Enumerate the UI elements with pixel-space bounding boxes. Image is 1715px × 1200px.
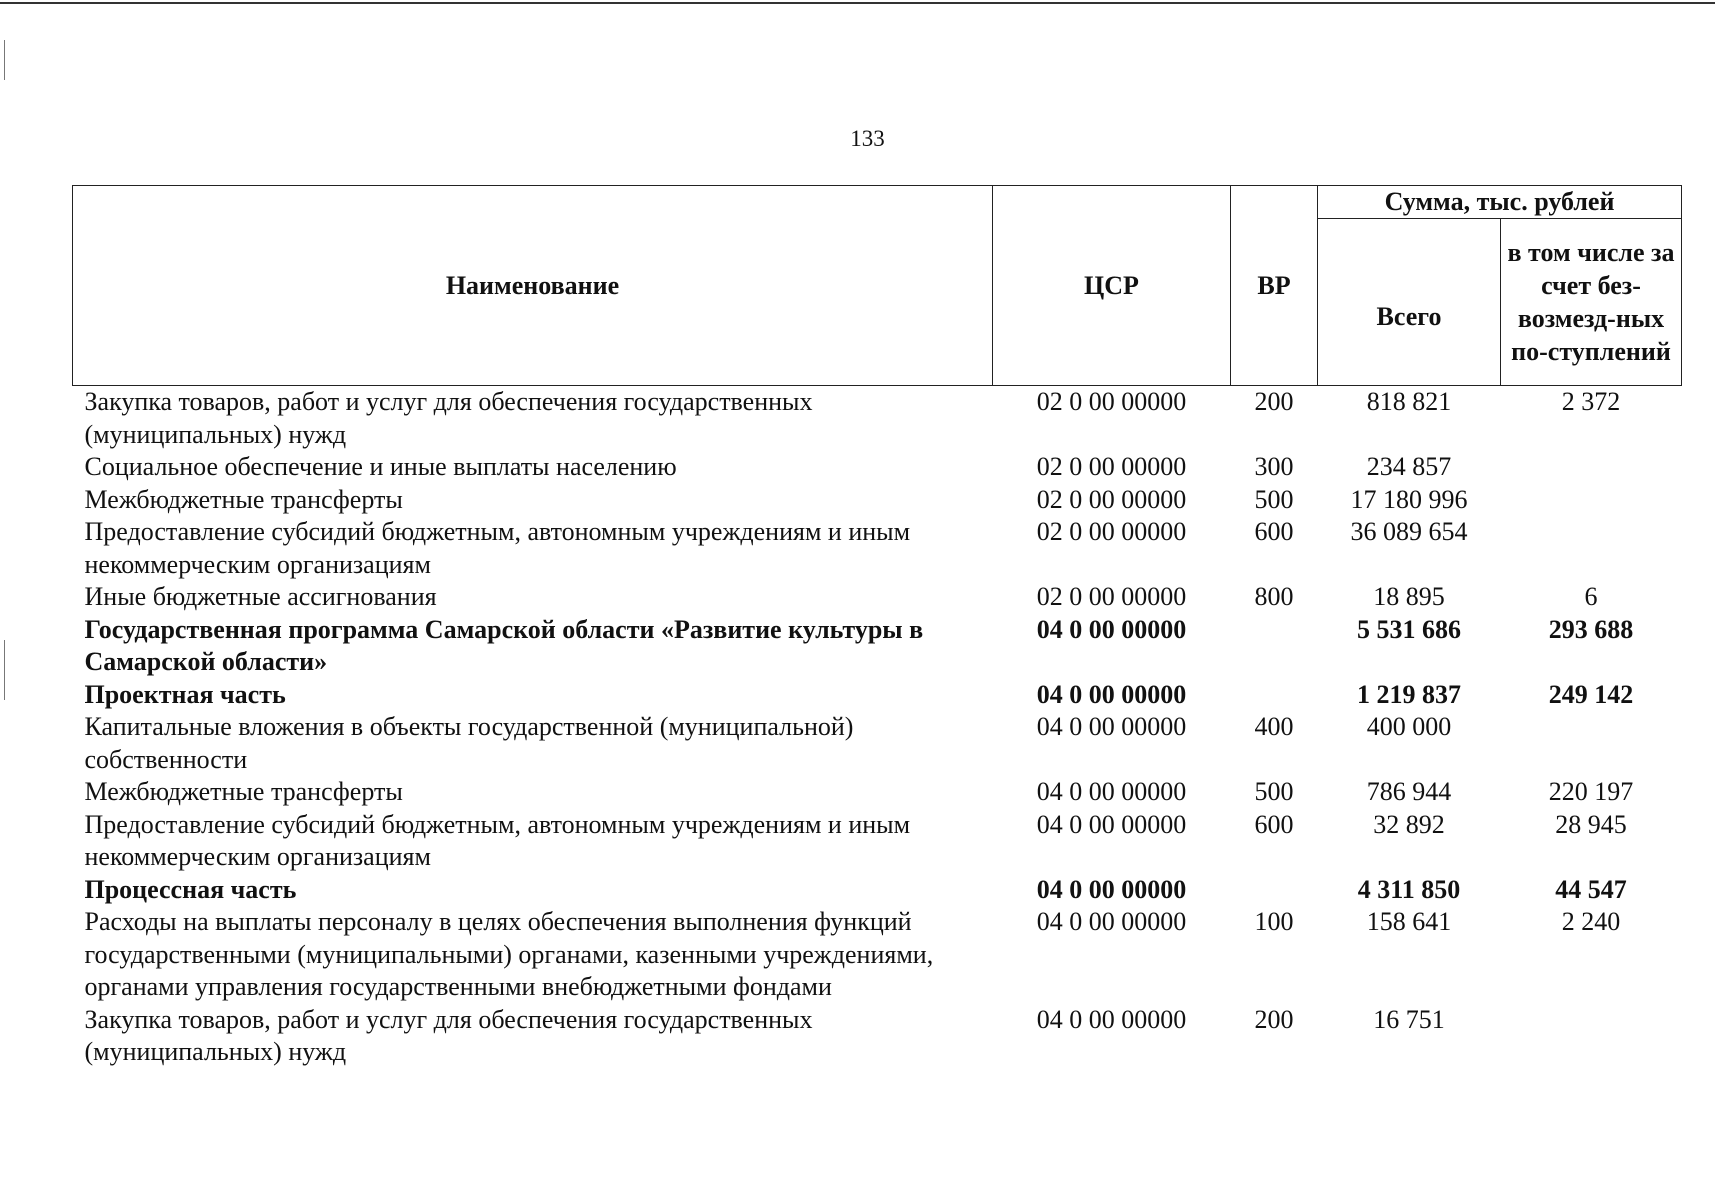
table-row	[73, 451, 1682, 484]
scan-edge-mark	[4, 40, 5, 80]
row-csr: 02 0 00 00000	[1036, 452, 1187, 481]
row-csr: 04 0 00 00000	[1036, 809, 1187, 839]
table-body	[73, 386, 1682, 1069]
table-row	[73, 516, 1682, 581]
row-grants: 2 240	[1561, 907, 1621, 936]
budget-table	[72, 185, 1682, 1069]
row-csr: 02 0 00 00000	[1036, 517, 1187, 546]
row-grants	[1501, 451, 1682, 484]
table-row	[73, 809, 1682, 874]
row-csr: 02 0 00 00000	[1036, 387, 1187, 416]
row-vr: 300	[1254, 452, 1294, 481]
row-name: Предоставление субсидий бюджетным, автономным учреждениям и иным некоммерческим организациям	[84, 517, 911, 579]
row-total: 818 821	[1366, 387, 1452, 416]
table-row	[73, 614, 1682, 679]
row-total: 4 311 850	[1357, 874, 1461, 904]
row-grants: 28 945	[1555, 809, 1627, 839]
table-row	[73, 906, 1682, 1004]
row-vr: 200	[1254, 387, 1294, 416]
table-row	[73, 581, 1682, 614]
row-grants	[1501, 516, 1682, 581]
row-total: 36 089 654	[1350, 517, 1468, 546]
row-csr: 04 0 00 00000	[1036, 874, 1187, 904]
table-row	[73, 386, 1682, 452]
table-row	[73, 776, 1682, 809]
row-vr	[1231, 679, 1318, 712]
row-total: 16 751	[1373, 1004, 1445, 1034]
table-row	[73, 679, 1682, 712]
row-csr: 02 0 00 00000	[1036, 582, 1187, 611]
table-row	[73, 484, 1682, 517]
row-total: 234 857	[1366, 452, 1452, 481]
header-sum-group: Сумма, тыс. рублей	[1318, 186, 1682, 219]
table-row	[73, 1004, 1682, 1069]
row-total: 17 180 996	[1350, 484, 1468, 514]
row-vr: 200	[1254, 1004, 1294, 1034]
header-total: Всего	[1318, 219, 1501, 386]
row-vr: 600	[1254, 809, 1294, 839]
row-vr: 400	[1254, 712, 1294, 741]
page-number: 133	[850, 126, 885, 151]
row-vr: 500	[1254, 777, 1294, 806]
row-name: Государственная программа Самарской области «Развитие культуры в Самарской области»	[84, 614, 924, 676]
row-total: 18 895	[1373, 582, 1445, 611]
row-csr: 04 0 00 00000	[1036, 777, 1187, 806]
table-row	[73, 874, 1682, 907]
row-vr	[1231, 874, 1318, 907]
header-grants: в том числе за счет без-возмезд-ных по-ступлений	[1501, 219, 1682, 386]
row-csr: 04 0 00 00000	[1036, 614, 1187, 644]
row-total: 32 892	[1373, 809, 1445, 839]
row-name: Проектная часть	[84, 679, 286, 709]
row-name: Закупка товаров, работ и услуг для обеспечения государственных (муниципальных) нужд	[84, 1004, 813, 1066]
row-total: 786 944	[1366, 777, 1452, 806]
row-total: 400 000	[1366, 712, 1452, 741]
row-csr: 04 0 00 00000	[1036, 712, 1187, 741]
row-vr: 100	[1254, 907, 1294, 936]
table-row	[73, 711, 1682, 776]
row-grants	[1501, 1004, 1682, 1069]
header-name: Наименование	[73, 186, 993, 386]
row-name: Процессная часть	[84, 874, 297, 904]
row-grants: 2 372	[1561, 387, 1621, 416]
row-csr: 04 0 00 00000	[1036, 679, 1187, 709]
row-grants: 249 142	[1548, 679, 1634, 709]
row-vr: 600	[1254, 517, 1294, 546]
row-grants: 6	[1584, 582, 1598, 611]
row-name: Социальное обеспечение и иные выплаты населению	[84, 452, 677, 481]
row-name: Капитальные вложения в объекты государственной (муниципальной) собственности	[84, 712, 854, 774]
row-grants	[1501, 711, 1682, 776]
row-csr: 04 0 00 00000	[1036, 1004, 1187, 1034]
top-scan-rule	[0, 2, 1715, 4]
row-csr: 02 0 00 00000	[1036, 484, 1187, 514]
table-header	[73, 186, 1682, 386]
row-total: 158 641	[1366, 907, 1452, 936]
row-name: Межбюджетные трансферты	[84, 777, 403, 806]
scan-edge-mark	[4, 640, 5, 700]
row-grants	[1501, 484, 1682, 517]
row-name: Закупка товаров, работ и услуг для обеспечения государственных (муниципальных) нужд	[84, 387, 813, 449]
row-name: Расходы на выплаты персоналу в целях обеспечения выполнения функций государственными (муниципальными) органами, казенными учреждениями, органами управления государственными внебюджетными фондами	[84, 907, 934, 1001]
row-csr: 04 0 00 00000	[1036, 907, 1187, 936]
row-grants: 293 688	[1548, 614, 1634, 644]
row-vr: 800	[1254, 582, 1294, 611]
header-csr: ЦСР	[993, 186, 1231, 386]
row-grants: 220 197	[1548, 777, 1634, 806]
row-total: 1 219 837	[1357, 679, 1461, 709]
row-grants: 44 547	[1555, 874, 1627, 904]
row-name: Межбюджетные трансферты	[84, 484, 403, 514]
header-vr: ВР	[1231, 186, 1318, 386]
row-vr	[1231, 614, 1318, 679]
row-total: 5 531 686	[1357, 614, 1461, 644]
row-name: Предоставление субсидий бюджетным, автономным учреждениям и иным некоммерческим организациям	[84, 809, 911, 871]
row-name: Иные бюджетные ассигнования	[84, 582, 437, 611]
row-vr: 500	[1254, 484, 1294, 514]
